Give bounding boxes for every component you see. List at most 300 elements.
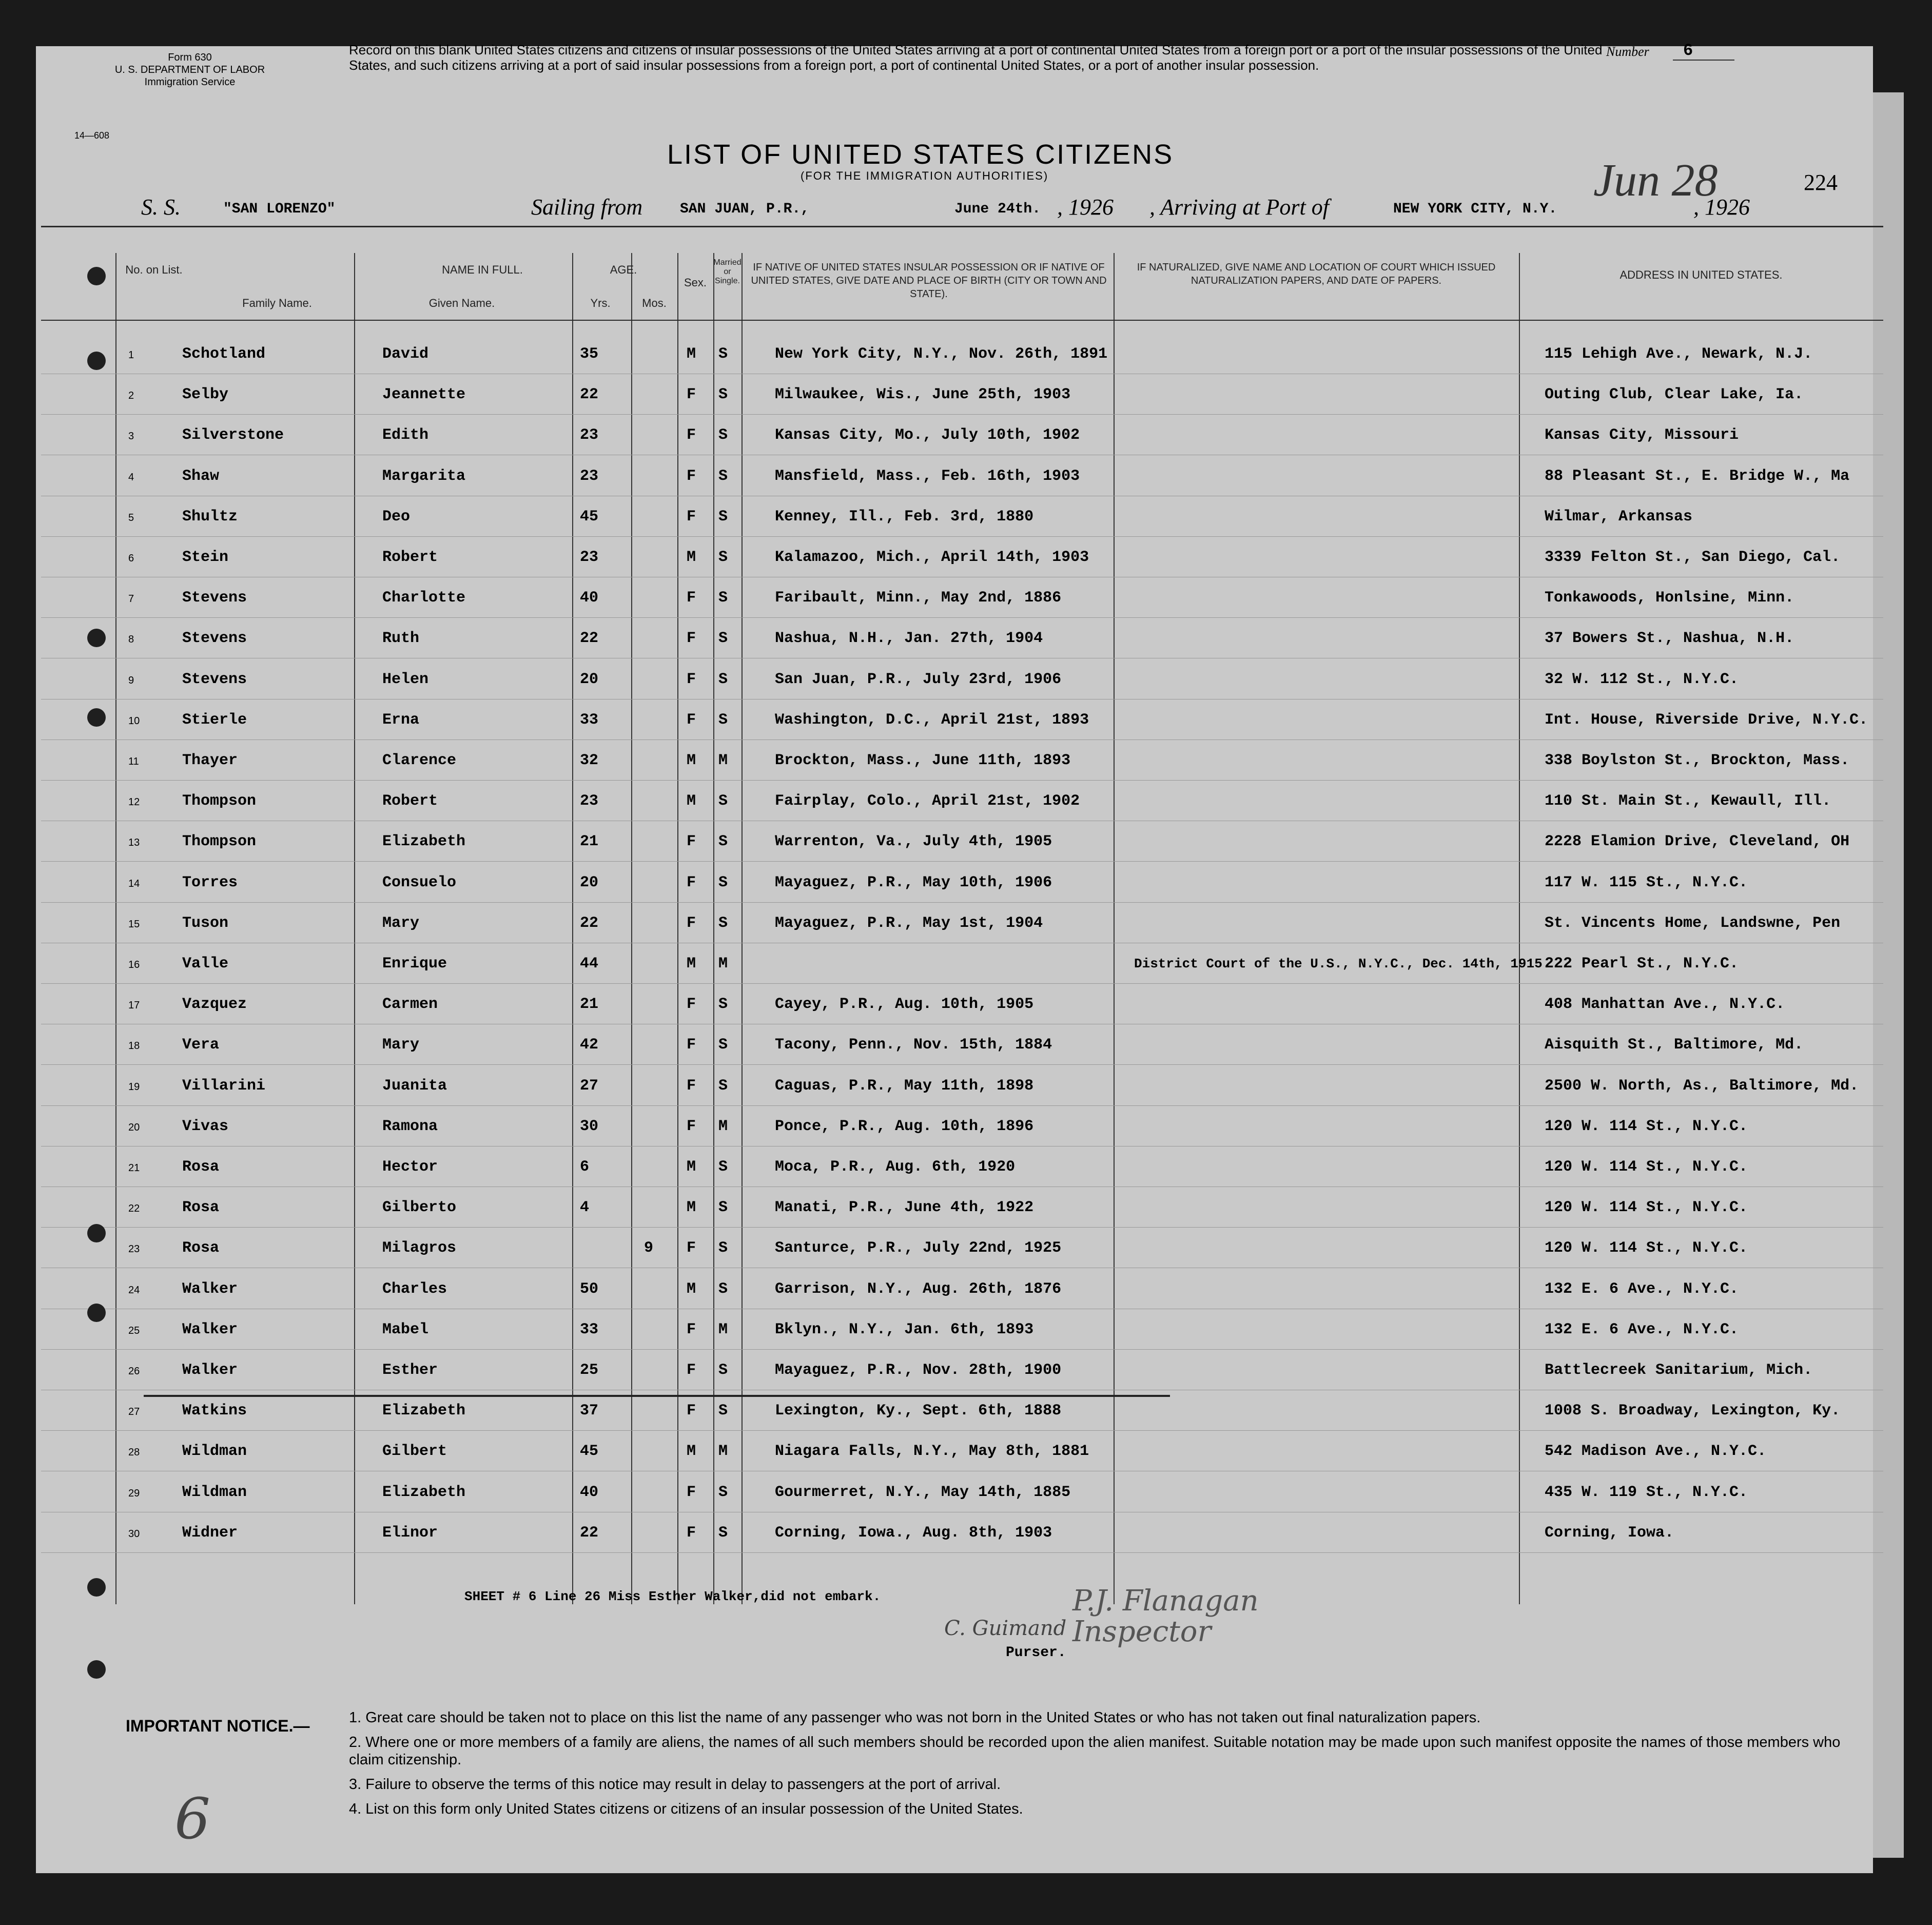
cell-sex: M (687, 792, 696, 810)
cell-no: 22 (128, 1203, 140, 1215)
cell-addr: 338 Boylston St., Brockton, Mass. (1545, 752, 1850, 769)
cell-yrs: 44 (580, 955, 599, 973)
department: U. S. DEPARTMENT OF LABOR (114, 64, 265, 75)
cell-ms: S (718, 1036, 728, 1054)
number-value: 6 (1683, 41, 1693, 60)
cell-given: Mary (382, 1036, 420, 1054)
table-row (41, 861, 1883, 862)
cell-addr: 435 W. 119 St., N.Y.C. (1545, 1483, 1748, 1501)
notice-item: 2. Where one or more members of a family are aliens, the names of all such members should be recorded upon the alien manifest. Suitable notation may be made upon such manifest opposite the names of those members who claim citizenship. (349, 1734, 1841, 1768)
cell-sex: F (687, 1077, 696, 1095)
rule-top (41, 226, 1883, 227)
notice-item: 3. Failure to observe the terms of this notice may result in delay to passengers at the port of arrival. (349, 1776, 1001, 1793)
cell-no: 18 (128, 1040, 140, 1052)
arrival-port: NEW YORK CITY, N.Y. (1393, 201, 1557, 217)
cell-ms: S (718, 1158, 728, 1176)
cell-family: Vivas (182, 1117, 229, 1135)
table-row (41, 1349, 1883, 1350)
cell-sex: M (687, 1280, 696, 1298)
cell-addr: Wilmar, Arkansas (1545, 508, 1693, 526)
cell-ms: S (718, 345, 728, 363)
cell-no: 14 (128, 878, 140, 889)
cell-family: Vera (182, 1036, 220, 1054)
table-row (41, 1552, 1883, 1553)
table-row (41, 414, 1883, 415)
cell-given: Gilberto (382, 1199, 457, 1217)
cell-family: Valle (182, 955, 229, 973)
punch-hole (87, 629, 106, 647)
cell-ms: M (718, 1443, 728, 1461)
col-line (741, 253, 743, 1604)
cell-no: 28 (128, 1447, 140, 1459)
cell-sex: F (687, 914, 696, 932)
header-age: AGE. (610, 263, 637, 276)
cell-family: Villarini (182, 1077, 266, 1095)
sailing-from: SAN JUAN, P.R., (680, 201, 810, 217)
header-yrs: Yrs. (590, 297, 611, 309)
cell-given: Helen (382, 670, 429, 688)
cell-ms: S (718, 711, 728, 729)
cell-addr: 1008 S. Broadway, Lexington, Ky. (1545, 1402, 1841, 1420)
cell-addr: 2228 Elamion Drive, Cleveland, OH (1545, 833, 1850, 851)
cell-sex: M (687, 1199, 696, 1217)
cell-birth: Niagara Falls, N.Y., May 8th, 1881 (775, 1443, 1089, 1461)
cell-ms: S (718, 1239, 728, 1257)
cell-family: Walker (182, 1320, 238, 1338)
cell-sex: F (687, 1524, 696, 1542)
cell-birth: Milwaukee, Wis., June 25th, 1903 (775, 386, 1071, 404)
cell-family: Stevens (182, 630, 247, 648)
cell-given: Esther (382, 1362, 438, 1379)
sail-date: June 24th. (954, 201, 1041, 217)
passenger-table (41, 253, 1883, 1604)
cell-no: 6 (128, 553, 134, 564)
cell-addr: St. Vincents Home, Landswne, Pen (1545, 914, 1841, 932)
cell-given: Elizabeth (382, 833, 466, 851)
cell-given: Mary (382, 914, 420, 932)
cell-family: Walker (182, 1362, 238, 1379)
cell-addr: 37 Bowers St., Nashua, N.H. (1545, 630, 1794, 648)
cell-family: Walker (182, 1280, 238, 1298)
cell-ms: S (718, 630, 728, 648)
ship-number: 224 (1804, 170, 1838, 195)
cell-sex: F (687, 589, 696, 607)
col-line (354, 253, 355, 1604)
cell-no: 10 (128, 715, 140, 727)
cell-given: Enrique (382, 955, 447, 973)
cell-given: Juanita (382, 1077, 447, 1095)
sheet-note: SHEET # 6 Line 26 Miss Esther Walker,did not embark. (464, 1589, 881, 1604)
cell-sex: F (687, 630, 696, 648)
cell-birth: Bklyn., N.Y., Jan. 6th, 1893 (775, 1320, 1034, 1338)
cell-family: Selby (182, 386, 229, 404)
cell-no: 16 (128, 959, 140, 970)
cell-sex: F (687, 1320, 696, 1338)
page-title: LIST OF UNITED STATES CITIZENS (667, 139, 1174, 170)
cell-given: Elinor (382, 1524, 438, 1542)
cell-birth: Kansas City, Mo., July 10th, 1902 (775, 426, 1080, 444)
cell-no: 5 (128, 512, 134, 523)
cell-ms: S (718, 833, 728, 851)
number-label: Number (1606, 44, 1649, 59)
cell-given: Hector (382, 1158, 438, 1176)
col-line (1114, 253, 1115, 1604)
cell-sex: F (687, 1483, 696, 1501)
cell-given: Charles (382, 1280, 447, 1298)
cell-given: Carmen (382, 996, 438, 1014)
cell-no: 12 (128, 796, 140, 808)
cell-sex: F (687, 873, 696, 891)
cell-mos: 9 (644, 1239, 654, 1257)
cell-yrs: 20 (580, 873, 599, 891)
cell-family: Schotland (182, 345, 266, 363)
number-underline (1673, 60, 1734, 61)
cell-addr: 132 E. 6 Ave., N.Y.C. (1545, 1280, 1739, 1298)
cell-sex: M (687, 345, 696, 363)
cell-yrs: 35 (580, 345, 599, 363)
cell-yrs: 20 (580, 670, 599, 688)
cell-addr: 115 Lehigh Ave., Newark, N.J. (1545, 345, 1813, 363)
cell-sex: F (687, 833, 696, 851)
cell-birth: Caguas, P.R., May 11th, 1898 (775, 1077, 1034, 1095)
header-married-single: Married or Single. (713, 258, 741, 285)
inspector-signature: P.J. Flanagan Inspector (1072, 1584, 1259, 1648)
instructions-note: Record on this blank United States citizens and citizens of insular possessions of the United States arriving at a port of continental United States from a foreign port or a port of the insular possessions of the United States, and such citizens arriving at a port of said insular possessions from a foreign port, a port of continental United States, or a port of another insular possession. (349, 42, 1603, 73)
cell-sex: F (687, 1117, 696, 1135)
cell-ms: S (718, 1077, 728, 1095)
cell-birth: Mansfield, Mass., Feb. 16th, 1903 (775, 467, 1080, 485)
punch-hole (87, 267, 106, 285)
cell-family: Thompson (182, 792, 257, 810)
cell-birth: Nashua, N.H., Jan. 27th, 1904 (775, 630, 1043, 648)
cell-yrs: 22 (580, 914, 599, 932)
punch-hole (87, 1578, 106, 1597)
cell-addr: Kansas City, Missouri (1545, 426, 1739, 444)
cell-yrs: 42 (580, 1036, 599, 1054)
cell-sex: F (687, 1362, 696, 1379)
cell-ms: M (718, 955, 728, 973)
col-line (115, 253, 116, 1604)
cell-addr: 132 E. 6 Ave., N.Y.C. (1545, 1320, 1739, 1338)
arrival-year: , 1926 (1693, 195, 1750, 220)
cell-birth: Brockton, Mass., June 11th, 1893 (775, 752, 1071, 769)
cell-family: Shaw (182, 467, 220, 485)
cell-addr: Outing Club, Clear Lake, Ia. (1545, 386, 1804, 404)
table-row (41, 536, 1883, 537)
cell-birth: Corning, Iowa., Aug. 8th, 1903 (775, 1524, 1052, 1542)
cell-ms: S (718, 1362, 728, 1379)
cell-no: 24 (128, 1284, 140, 1296)
header-given-name: Given Name. (428, 297, 495, 309)
page-subtitle: (FOR THE IMMIGRATION AUTHORITIES) (801, 169, 1049, 182)
cell-ms: S (718, 873, 728, 891)
cell-given: Clarence (382, 752, 457, 769)
naturalization-entry: District Court of the U.S., N.Y.C., Dec. 14th, 1915 (1134, 956, 1543, 971)
cell-family: Rosa (182, 1239, 220, 1257)
cell-given: Ramona (382, 1117, 438, 1135)
cell-addr: 120 W. 114 St., N.Y.C. (1545, 1239, 1748, 1257)
header-no: No. on List. (125, 263, 183, 276)
cell-birth: Warrenton, Va., July 4th, 1905 (775, 833, 1052, 851)
purser-label: Purser. (1006, 1645, 1066, 1661)
cell-addr: 88 Pleasant St., E. Bridge W., Ma (1545, 467, 1850, 485)
cell-ms: S (718, 1483, 728, 1501)
cell-no: 20 (128, 1121, 140, 1133)
col-line (631, 253, 632, 1604)
header-family-name: Family Name. (242, 297, 312, 309)
cell-given: Ruth (382, 630, 420, 648)
cell-sex: F (687, 467, 696, 485)
cell-birth: Ponce, P.R., Aug. 10th, 1896 (775, 1117, 1034, 1135)
cell-ms: S (718, 589, 728, 607)
cell-addr: 117 W. 115 St., N.Y.C. (1545, 873, 1748, 891)
cell-birth: Fairplay, Colo., April 21st, 1902 (775, 792, 1080, 810)
cell-no: 27 (128, 1406, 140, 1418)
cell-ms: S (718, 386, 728, 404)
punch-hole (87, 1224, 106, 1242)
cell-ms: S (718, 792, 728, 810)
cell-addr: 2500 W. North, As., Baltimore, Md. (1545, 1077, 1859, 1095)
cell-sex: F (687, 386, 696, 404)
cell-family: Watkins (182, 1402, 247, 1420)
table-row (41, 902, 1883, 903)
cell-family: Vazquez (182, 996, 247, 1014)
col-line (1519, 253, 1520, 1604)
cell-yrs: 22 (580, 386, 599, 404)
header-naturalization: IF NATURALIZED, GIVE NAME AND LOCATION OF COURT WHICH ISSUED NATURALIZATION PAPERS, AND DATE OF PAPERS. (1137, 262, 1496, 286)
cell-birth: Washington, D.C., April 21st, 1893 (775, 711, 1089, 729)
table-row (41, 983, 1883, 984)
cell-family: Rosa (182, 1158, 220, 1176)
sailing-label: Sailing from (531, 195, 643, 220)
table-row (41, 1064, 1883, 1065)
cell-birth: Santurce, P.R., July 22nd, 1925 (775, 1239, 1062, 1257)
cell-family: Rosa (182, 1199, 220, 1217)
cell-given: Robert (382, 792, 438, 810)
cell-yrs: 30 (580, 1117, 599, 1135)
cell-yrs: 45 (580, 1443, 599, 1461)
cell-ms: S (718, 670, 728, 688)
cell-birth: San Juan, P.R., July 23rd, 1906 (775, 670, 1062, 688)
strikeout-line (144, 1395, 1170, 1397)
cell-birth: Faribault, Minn., May 2nd, 1886 (775, 589, 1062, 607)
cell-family: Widner (182, 1524, 238, 1542)
col-line (713, 253, 714, 1604)
header-address: ADDRESS IN UNITED STATES. (1619, 268, 1783, 281)
cell-family: Thompson (182, 833, 257, 851)
cell-birth: Cayey, P.R., Aug. 10th, 1905 (775, 996, 1034, 1014)
cell-yrs: 23 (580, 792, 599, 810)
cell-given: Charlotte (382, 589, 466, 607)
table-row (41, 1105, 1883, 1106)
cell-ms: S (718, 1524, 728, 1542)
cell-addr: 3339 Felton St., San Diego, Cal. (1545, 549, 1841, 566)
cell-no: 1 (128, 349, 134, 361)
cell-no: 9 (128, 674, 134, 686)
cell-given: Deo (382, 508, 411, 526)
cell-birth: Manati, P.R., June 4th, 1922 (775, 1199, 1034, 1217)
cell-yrs: 40 (580, 589, 599, 607)
cell-yrs: 22 (580, 630, 599, 648)
cell-sex: M (687, 549, 696, 566)
punch-hole (87, 1660, 106, 1679)
cell-birth: Mayaguez, P.R., May 10th, 1906 (775, 873, 1052, 891)
cell-no: 29 (128, 1487, 140, 1499)
cell-yrs: 25 (580, 1362, 599, 1379)
cell-yrs: 22 (580, 1524, 599, 1542)
cell-sex: F (687, 1402, 696, 1420)
cell-ms: S (718, 1280, 728, 1298)
margin-note-handwritten: 6 (174, 1786, 210, 1852)
header-rule (41, 320, 1883, 321)
notice-item: 4. List on this form only United States citizens or citizens of an insular possession of the United States. (349, 1801, 1023, 1817)
cell-ms: S (718, 508, 728, 526)
table-row (41, 1227, 1883, 1228)
cell-sex: M (687, 1443, 696, 1461)
cell-given: Erna (382, 711, 420, 729)
cell-addr: Battlecreek Sanitarium, Mich. (1545, 1362, 1813, 1379)
cell-no: 13 (128, 837, 140, 849)
cell-no: 21 (128, 1162, 140, 1174)
cell-addr: Corning, Iowa. (1545, 1524, 1674, 1542)
cell-yrs: 21 (580, 833, 599, 851)
cell-sex: F (687, 1036, 696, 1054)
cell-addr: Int. House, Riverside Drive, N.Y.C. (1545, 711, 1868, 729)
cell-no: 7 (128, 593, 134, 605)
col-line (572, 253, 573, 1604)
cell-yrs: 27 (580, 1077, 599, 1095)
punch-hole (87, 708, 106, 727)
cell-given: Milagros (382, 1239, 457, 1257)
cell-ms: S (718, 467, 728, 485)
cell-family: Tuson (182, 914, 229, 932)
cell-given: David (382, 345, 429, 363)
cell-yrs: 23 (580, 426, 599, 444)
cell-addr: 110 St. Main St., Kewaull, Ill. (1545, 792, 1831, 810)
cell-birth: Tacony, Penn., Nov. 15th, 1884 (775, 1036, 1052, 1054)
header-mos: Mos. (642, 297, 667, 309)
cell-yrs: 21 (580, 996, 599, 1014)
cell-yrs: 45 (580, 508, 599, 526)
cell-sex: F (687, 711, 696, 729)
cell-no: 15 (128, 918, 140, 930)
cell-yrs: 33 (580, 711, 599, 729)
cell-birth: Kalamazoo, Mich., April 14th, 1903 (775, 549, 1089, 566)
cell-no: 2 (128, 390, 134, 402)
table-row (41, 780, 1883, 781)
form-number: Form 630 (168, 52, 212, 63)
cell-yrs: 33 (580, 1320, 599, 1338)
form-code-top: 14—608 (74, 130, 110, 141)
cell-addr: 120 W. 114 St., N.Y.C. (1545, 1158, 1748, 1176)
cell-no: 17 (128, 1000, 140, 1012)
punch-hole (87, 352, 106, 370)
arriving-label: , Arriving at Port of (1149, 195, 1329, 220)
cell-ms: S (718, 914, 728, 932)
cell-family: Stevens (182, 589, 247, 607)
cell-given: Elizabeth (382, 1402, 466, 1420)
cell-family: Torres (182, 873, 238, 891)
cell-given: Robert (382, 549, 438, 566)
cell-addr: Aisquith St., Baltimore, Md. (1545, 1036, 1804, 1054)
cell-given: Elizabeth (382, 1483, 466, 1501)
cell-sex: F (687, 508, 696, 526)
col-line (677, 253, 678, 1604)
ship-name: "SAN LORENZO" (223, 201, 336, 217)
cell-no: 25 (128, 1325, 140, 1336)
cell-given: Consuelo (382, 873, 457, 891)
cell-family: Shultz (182, 508, 238, 526)
cell-yrs: 23 (580, 467, 599, 485)
cell-yrs: 40 (580, 1483, 599, 1501)
arrival-date-handwritten: Jun 28 (1593, 155, 1718, 206)
cell-sex: F (687, 426, 696, 444)
cell-sex: M (687, 752, 696, 769)
cell-family: Wildman (182, 1443, 247, 1461)
cell-birth: Kenney, Ill., Feb. 3rd, 1880 (775, 508, 1034, 526)
cell-yrs: 37 (580, 1402, 599, 1420)
cell-given: Gilbert (382, 1443, 447, 1461)
purser-signature: C. Guimand (944, 1617, 1067, 1640)
cell-addr: Tonkawoods, Honlsine, Minn. (1545, 589, 1794, 607)
cell-given: Mabel (382, 1320, 429, 1338)
cell-ms: S (718, 996, 728, 1014)
cell-ms: M (718, 1320, 728, 1338)
service: Immigration Service (144, 76, 236, 88)
cell-birth: Garrison, N.Y., Aug. 26th, 1876 (775, 1280, 1062, 1298)
cell-no: 11 (128, 756, 139, 767)
cell-addr: 222 Pearl St., N.Y.C. (1545, 955, 1739, 973)
sail-year: , 1926 (1057, 195, 1114, 220)
cell-birth: New York City, N.Y., Nov. 26th, 1891 (775, 345, 1108, 363)
cell-family: Thayer (182, 752, 238, 769)
table-row (41, 617, 1883, 618)
cell-ms: M (718, 752, 728, 769)
header-name-in-full: NAME IN FULL. (442, 263, 523, 276)
cell-ms: S (718, 1402, 728, 1420)
cell-family: Wildman (182, 1483, 247, 1501)
cell-addr: 542 Madison Ave., N.Y.C. (1545, 1443, 1767, 1461)
cell-yrs: 23 (580, 549, 599, 566)
ss-label: S. S. (141, 195, 181, 220)
cell-addr: 408 Manhattan Ave., N.Y.C. (1545, 996, 1785, 1014)
header-birthplace: IF NATIVE OF UNITED STATES INSULAR POSSESSION OR IF NATIVE OF UNITED STATES, GIVE DATE AND PLACE OF BIRTH (CITY OR TOWN AND STATE). (751, 262, 1107, 300)
cell-given: Margarita (382, 467, 466, 485)
cell-birth: Gourmerret, N.Y., May 14th, 1885 (775, 1483, 1071, 1501)
cell-sex: M (687, 1158, 696, 1176)
cell-birth: Mayaguez, P.R., May 1st, 1904 (775, 914, 1043, 932)
cell-family: Stierle (182, 711, 247, 729)
cell-family: Stevens (182, 670, 247, 688)
table-row (41, 1430, 1883, 1431)
cell-addr: 120 W. 114 St., N.Y.C. (1545, 1117, 1748, 1135)
cell-no: 3 (128, 431, 134, 442)
cell-birth: Mayaguez, P.R., Nov. 28th, 1900 (775, 1362, 1062, 1379)
cell-addr: 32 W. 112 St., N.Y.C. (1545, 670, 1739, 688)
cell-ms: S (718, 1199, 728, 1217)
cell-no: 19 (128, 1081, 140, 1093)
cell-no: 30 (128, 1528, 140, 1540)
cell-ms: S (718, 426, 728, 444)
cell-birth: Moca, P.R., Aug. 6th, 1920 (775, 1158, 1016, 1176)
form-info (67, 51, 313, 88)
notice-label: IMPORTANT NOTICE.— (126, 1717, 310, 1735)
punch-hole (87, 1304, 106, 1322)
cell-no: 26 (128, 1366, 140, 1377)
cell-family: Silverstone (182, 426, 284, 444)
cell-sex: M (687, 955, 696, 973)
cell-yrs: 6 (580, 1158, 590, 1176)
